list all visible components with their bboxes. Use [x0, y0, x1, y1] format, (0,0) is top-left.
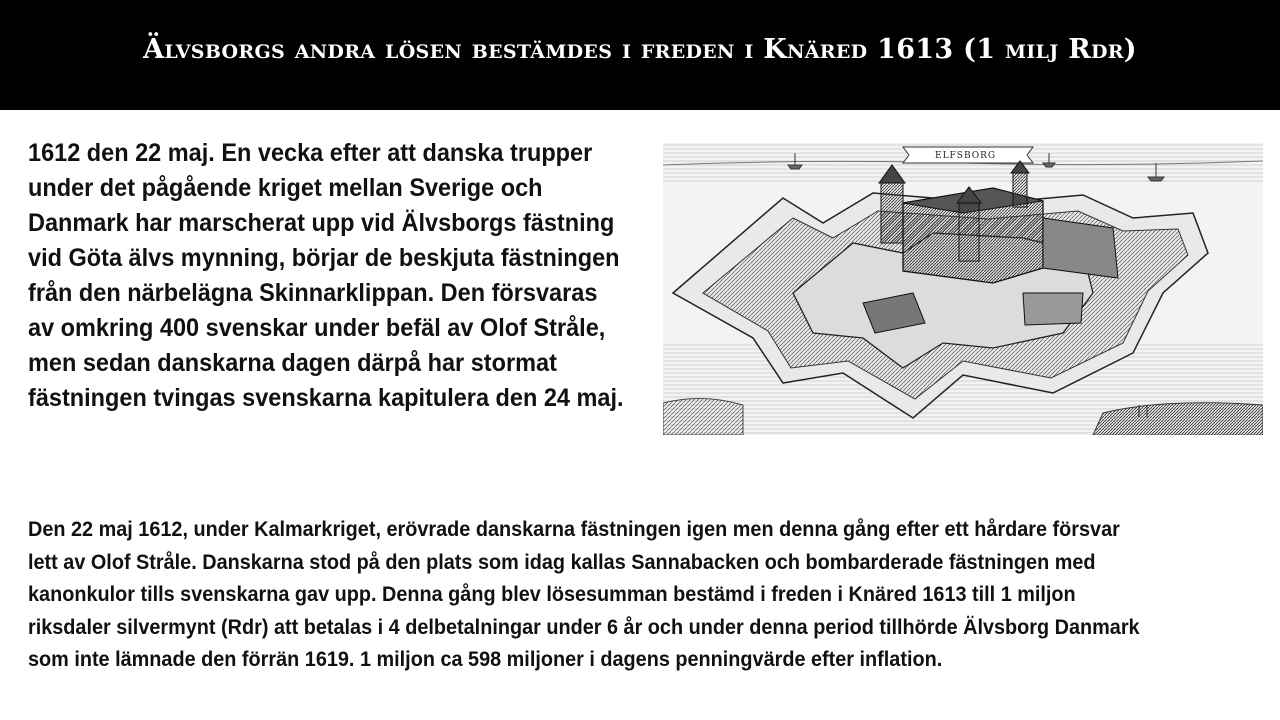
- slide-title: Älvsborgs andra lösen bestämdes i freden i Knäred 1613 (1 milj Rdr): [143, 34, 1137, 65]
- banner-label: ELFSBORG: [935, 151, 997, 161]
- fortress-engraving-icon: [663, 143, 1263, 435]
- body-paragraph: Den 22 maj 1612, under Kalmarkriget, erövrade danskarna fästningen igen men denna gång efter ett hårdare försvar lett av Olof Stråle. Danskarna stod på den plats som idag kallas Sannabacken och bombarderade fästningen med kanonkulor tills svenskarna gav upp. Denna gång blev lösesumman bestämd i freden i Knäred 1613 till 1 miljon riksdaler silvermynt (Rdr) att betalas i 4 delbetalningar under 6 år och under denna period tillhörde Älvsborg Danmark som inte lämnade den förrän 1619. 1 miljon ca 598 miljoner i dagens penningvärde efter inflation.: [28, 518, 1140, 671]
- lead-paragraph: 1612 den 22 maj. En vecka efter att danska trupper under det pågående kriget mellan Sverige och Danmark har marscherat upp vid Älvsborgs fästning vid Göta älvs mynning, börjar de beskjuta fästningen från den närbelägna Skinnarklippan. Den försvaras av omkring 400 svenskar under befäl av Olof Stråle, men sedan danskarna dagen därpå har stormat fästningen tvingas svenskarna kapitulera den 24 maj.: [28, 139, 624, 412]
- title-bar: [0, 0, 1280, 110]
